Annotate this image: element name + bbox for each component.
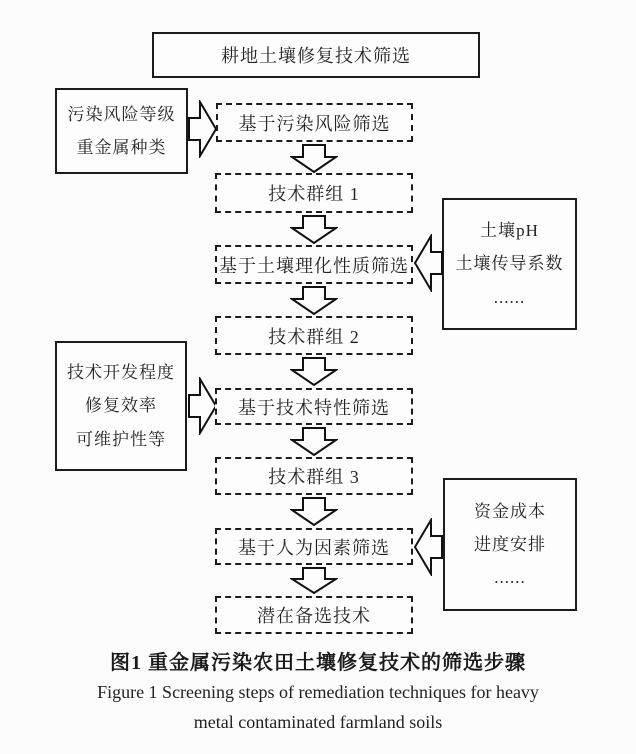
input-line: 土壤pH — [480, 221, 539, 241]
caption-chinese: 图1 重金属污染农田土壤修复技术的筛选步骤 — [110, 652, 526, 674]
flow-box-label: 基于污染风险筛选 — [238, 113, 391, 134]
left-arrow-icon — [414, 518, 443, 576]
input-line: ...... — [494, 568, 526, 588]
flow-box-tech-group-3 — [215, 457, 413, 495]
flow-box-tech-group-1 — [215, 173, 413, 213]
input-line: ...... — [493, 287, 526, 307]
flow-box-label: 基于技术特性筛选 — [238, 397, 390, 418]
flow-box-tech-group-2 — [215, 316, 413, 355]
flow-box-label: 技术群组 3 — [268, 467, 360, 487]
flow-box-label: 基于土壤理化性质筛选 — [219, 255, 409, 276]
down-arrow-icon — [290, 567, 338, 594]
down-arrow-icon — [290, 357, 338, 386]
caption-english-line-1: Figure 1 Screening steps of remediation techniques for heavy — [97, 682, 539, 702]
flow-box-label: 潜在备选技术 — [257, 606, 371, 626]
input-box-soil-ph — [442, 198, 577, 330]
down-arrow-icon — [290, 427, 338, 456]
down-arrow-icon — [290, 215, 338, 244]
flow-box-screen-human-factors — [215, 528, 413, 565]
flow-box-screen-tech-characteristics — [215, 388, 413, 425]
right-arrow-icon — [188, 100, 217, 158]
flow-box-label: 基于人为因素筛选 — [238, 537, 390, 558]
input-line: 重金属种类 — [76, 138, 167, 157]
input-box-tech-development — [55, 341, 187, 471]
root-title-label: 耕地土壤修复技术筛选 — [221, 46, 411, 66]
input-line: 修复效率 — [85, 396, 157, 416]
flow-box-screen-soil-properties — [215, 245, 413, 284]
input-line: 进度安排 — [474, 534, 546, 554]
down-arrow-icon — [290, 497, 338, 526]
flow-box-label: 技术群组 1 — [268, 184, 360, 204]
caption-english-line-2: metal contaminated farmland soils — [193, 712, 443, 732]
input-line: 技术开发程度 — [67, 363, 175, 383]
input-box-pollution-risk — [55, 88, 188, 174]
flow-box-label: 技术群组 2 — [268, 326, 360, 347]
down-arrow-icon — [290, 144, 338, 173]
input-line: 污染风险等级 — [67, 104, 176, 124]
input-box-funding-cost — [443, 478, 577, 611]
input-line: 资金成本 — [474, 501, 546, 521]
root-title-box — [152, 32, 480, 78]
right-arrow-icon — [188, 377, 217, 435]
input-line: 土壤传导系数 — [455, 254, 564, 274]
input-line: 可维护性等 — [76, 429, 166, 449]
flow-box-potential-candidate-tech — [215, 596, 413, 634]
left-arrow-icon — [414, 234, 443, 292]
flow-box-screen-pollution-risk — [216, 103, 413, 142]
down-arrow-icon — [290, 286, 338, 315]
